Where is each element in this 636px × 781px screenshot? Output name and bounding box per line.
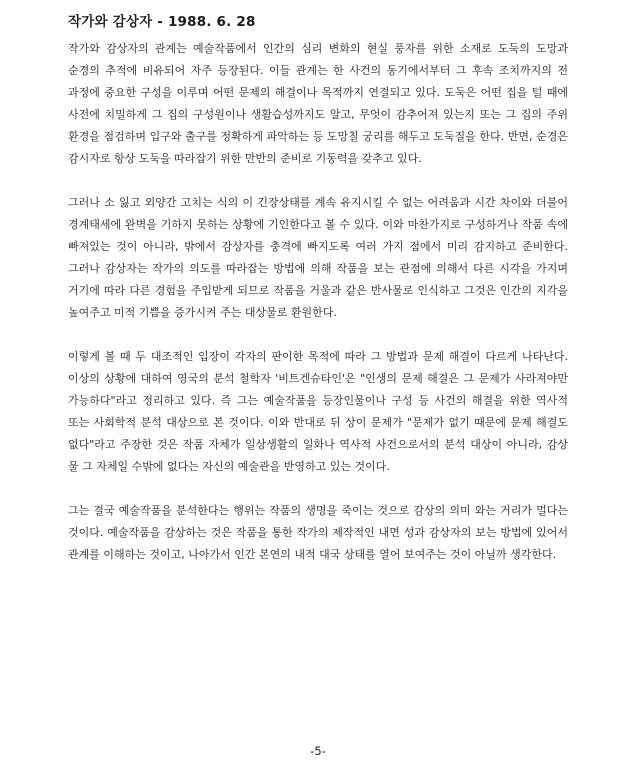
paragraph-2: 그러나 소 잃고 외양간 고치는 식의 이 긴장상태를 계속 유지시킬 수 없는 어려움과 시간 차이와 더불어 경계태세에 완벽을 기하지 못하는 상황에 기인한다고 볼 수 있다. 이와 마찬가지로 구성하거나 작품 속에 빠져있는 것이 아니라, 밖에서 감상자를 충격에 빠지도록 여러 가지 점에서 미리 감지하고 준비한다. 그러나 감상자는 작가의 의도를 따라잡는 방법에 의해 작품을 보는 관점에 의해서 다른 시각을 가지며 거기에 따라 다른 경험을 주입받게 되므로 작품을 거울과 같은 반사물로 인식하고 그것은 인간의 지각을 높여주고 미적 기쁨을 증가시켜 주는 대상물로 환원한다. [68,196,568,319]
paragraph-3: 이렇게 볼 때 두 대조적인 입장이 각자의 판이한 목적에 따라 그 방법과 문제 해결이 다르게 나타난다. 이상의 상황에 대하여 영국의 분석 철학자 '비트겐슈타인'은 "인생의 문제 해결은 그 문제가 사라져야만 가능하다"라고 정리하고 있다. 즉 그는 예술작품을 등장인물이나 구성 등 사건의 해결을 위한 역사적 또는 사회학적 분석 대상으로 본 것이다. 이와 반대로 뒤 상이 문제가 "문제가 없기 때문에 문제 해결도 없다"라고 주장한 것은 작품 자체가 일상생활의 일화나 역사적 사건으로서의 분석 대상이 아니라, 감상 물 그 자체일 수밖에 없다는 자신의 예술관을 반영하고 있는 것이다. [68,350,568,473]
document-title: 작가와 감상자 - 1988. 6. 28 [68,14,256,30]
paragraph-1: 작가와 감상자의 관계는 예술작품에서 인간의 심리 변화의 현실 풍자를 위한 소재로 도둑의 도망과 순경의 추적에 비유되어 자주 등장된다. 이들 관계는 한 사건의 동기에서부터 그 후속 조치까지의 전 과정에 중요한 구성을 이루며 어떤 문제의 해결이나 목적까지 연결되고 있다. 도둑은 어떤 집을 털 때에 사전에 치밀하게 그 집의 구성원이나 생활습성까지도 알고, 무엇이 감추어져 있는지 또는 그 집의 주위 환경을 점검하며 입구와 출구를 정확하게 파악하는 등 도망칠 궁리를 해두고 도둑질을 한다. 반면, 순경은 감시자로 항상 도둑을 따라잡기 위한 만반의 준비로 기동력을 갖추고 있다. [68,42,568,165]
page-number: -5- [310,744,326,758]
document-body [68,38,568,588]
paragraph-4: 그는 결국 예술작품을 분석한다는 행위는 작품의 생명을 죽이는 것으로 감상의 의미 와는 거리가 멀다는 것이다. 예술작품을 감상하는 것은 작품을 통한 작가의 제작적인 내면 성과 감상자의 보는 방법에 있어서 관계를 이해하는 것이고, 나아가서 인간 본연의 내적 대국 상태를 열어 보여주는 것이 아닐까 생각한다. [68,504,568,561]
